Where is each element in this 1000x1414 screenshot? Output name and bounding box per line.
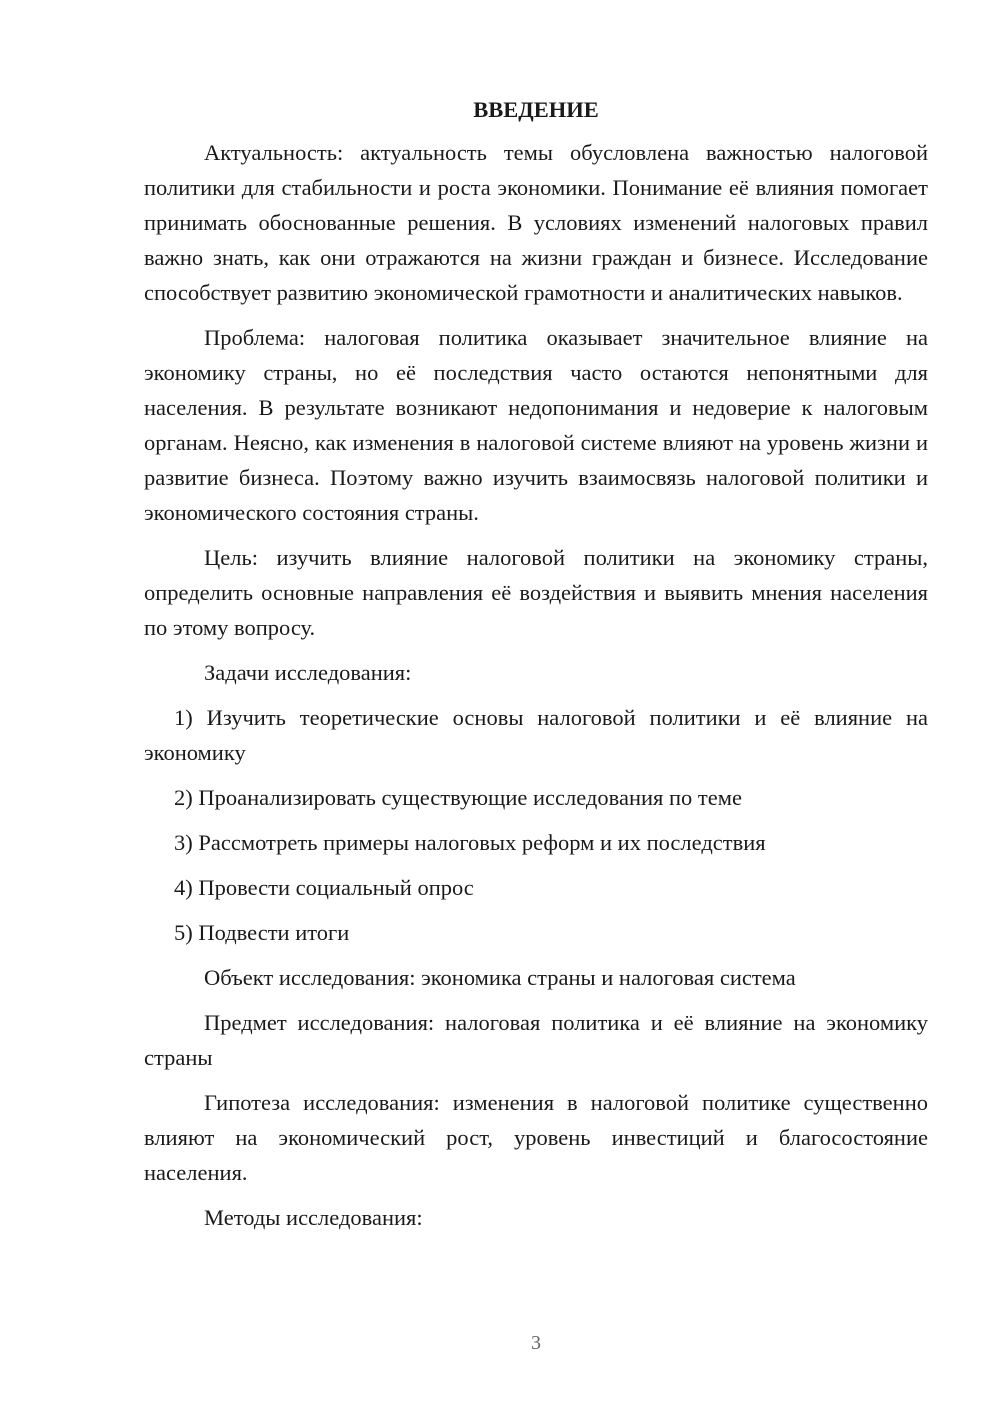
- list-item-task-1: 1) Изучить теоретические основы налоговой политики и её влияние на экономику: [144, 705, 928, 765]
- list-item-task-5: 5) Подвести итоги: [174, 920, 350, 945]
- page-number: 3: [531, 1332, 541, 1354]
- section-title: ВВЕДЕНИЕ: [473, 97, 599, 122]
- paragraph-tasks-heading: Задачи исследования:: [204, 660, 412, 685]
- paragraph-problem: Проблема: налоговая политика оказывает значительное влияние на экономику страны, но её последствия часто остаются непонятными для населения. В результате возникают недопонимания и недоверие к налоговым органам. Неясно, как изменения в налоговой системе влияют на уровень жизни и развитие бизнеса. Поэтому важно изучить взаимосвязь налоговой политики и экономического состояния страны.: [144, 325, 928, 525]
- list-item-task-2: 2) Проанализировать существующие исследования по теме: [174, 785, 742, 810]
- list-item-task-3: 3) Рассмотреть примеры налоговых реформ и их последствия: [174, 830, 766, 855]
- list-item-task-4: 4) Провести социальный опрос: [174, 875, 474, 900]
- paragraph-relevance: Актуальность: актуальность темы обусловлена важностью налоговой политики для стабильности и роста экономики. Понимание её влияния помогает принимать обоснованные решения. В условиях изменений налоговых правил важно знать, как они отражаются на жизни граждан и бизнесе. Исследование способствует развитию экономической грамотности и аналитических навыков.: [144, 140, 928, 305]
- paragraph-object: Объект исследования: экономика страны и налоговая система: [204, 965, 796, 990]
- paragraph-hypothesis: Гипотеза исследования: изменения в налоговой политике существенно влияют на экономический рост, уровень инвестиций и благосостояние населения.: [144, 1090, 928, 1185]
- paragraph-goal: Цель: изучить влияние налоговой политики на экономику страны, определить основные направления её воздействия и выявить мнения населения по этому вопросу.: [144, 545, 928, 640]
- document-page: [144, 92, 928, 1245]
- paragraph-subject: Предмет исследования: налоговая политика и её влияние на экономику страны: [144, 1010, 928, 1070]
- paragraph-methods-heading: Методы исследования:: [204, 1205, 423, 1230]
